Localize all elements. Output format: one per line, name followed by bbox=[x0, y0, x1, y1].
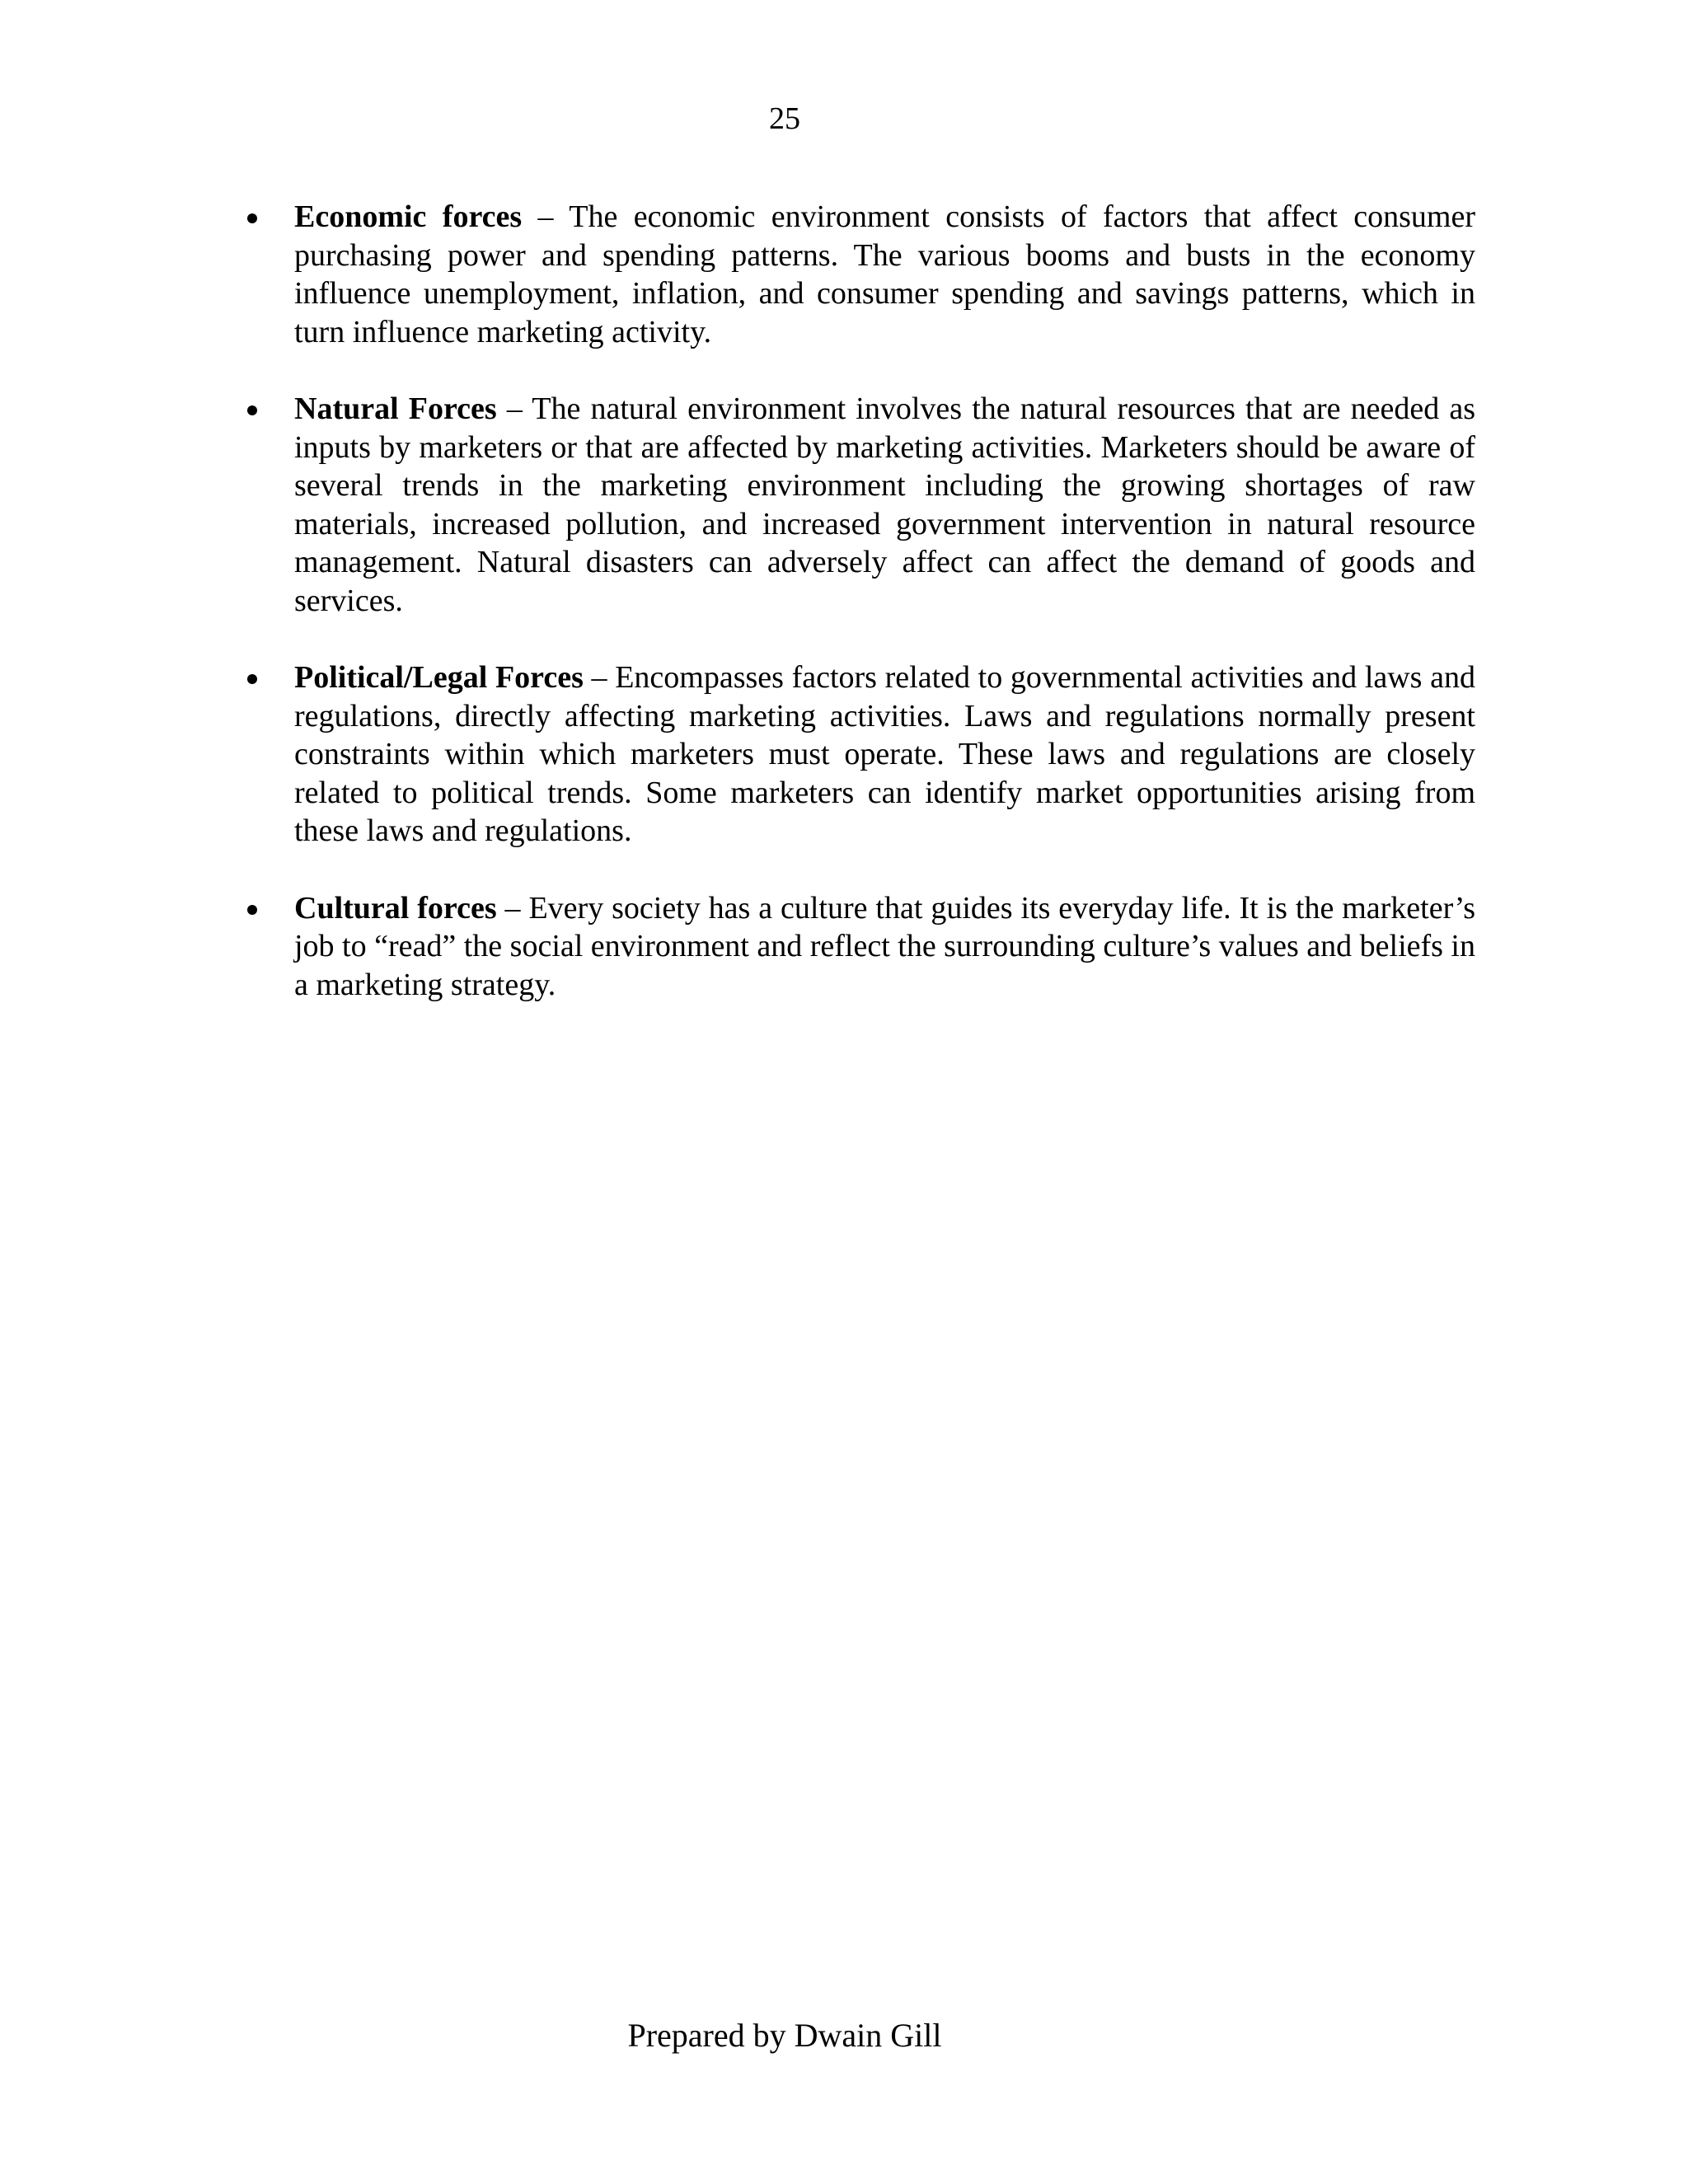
bullet-text: – Encompasses factors related to governmental activities and laws and regulations, directly affecting marketing activities. Laws and regulations normally present constraints within which marketers must operate. These laws and regulations are closely related to political trends. Some marketers can identify market opportunities arising from these laws and regulations. bbox=[294, 660, 1475, 848]
bullet-text: – Every society has a culture that guides its everyday life. It is the marketer’s job to “read” the social environment and reflect the surrounding culture’s values and beliefs in a marketing strategy. bbox=[294, 890, 1476, 1002]
bullet-term: Cultural forces bbox=[294, 890, 497, 926]
bullet-dot-icon bbox=[247, 905, 257, 915]
bullet-item-political-legal-forces bbox=[239, 658, 1475, 851]
bullet-text: – The natural environment involves the natural resources that are needed as inputs by marketers or that are affected by marketing activities. Marketers should be aware of several trends in the marketing environment including the growing shortages of raw materials, increased pollution, and increased government intervention in natural resource management. Natural disasters can adversely affect can affect the demand of goods and services. bbox=[294, 391, 1475, 618]
bullet-text: – The economic environment consists of factors that affect consumer purchasing power and spending patterns. The various booms and busts in the economy influence unemployment, inflation, and consumer spending and savings patterns, which in turn influence marketing activity. bbox=[294, 199, 1476, 349]
bullet-term: Economic forces bbox=[294, 199, 523, 234]
page-footer: Prepared by Dwain Gill bbox=[627, 2017, 942, 2054]
bullet-dot-icon bbox=[247, 405, 257, 415]
bullet-item-cultural-forces bbox=[239, 889, 1475, 1005]
bullet-item-economic-forces bbox=[239, 198, 1475, 351]
bullet-item-natural-forces bbox=[239, 390, 1475, 620]
bullet-term: Political/Legal Forces bbox=[294, 660, 584, 695]
page-number: 25 bbox=[769, 101, 800, 136]
bullet-list bbox=[239, 198, 1475, 1043]
bullet-dot-icon bbox=[247, 674, 257, 684]
bullet-term: Natural Forces bbox=[294, 391, 497, 426]
bullet-dot-icon bbox=[247, 213, 257, 223]
